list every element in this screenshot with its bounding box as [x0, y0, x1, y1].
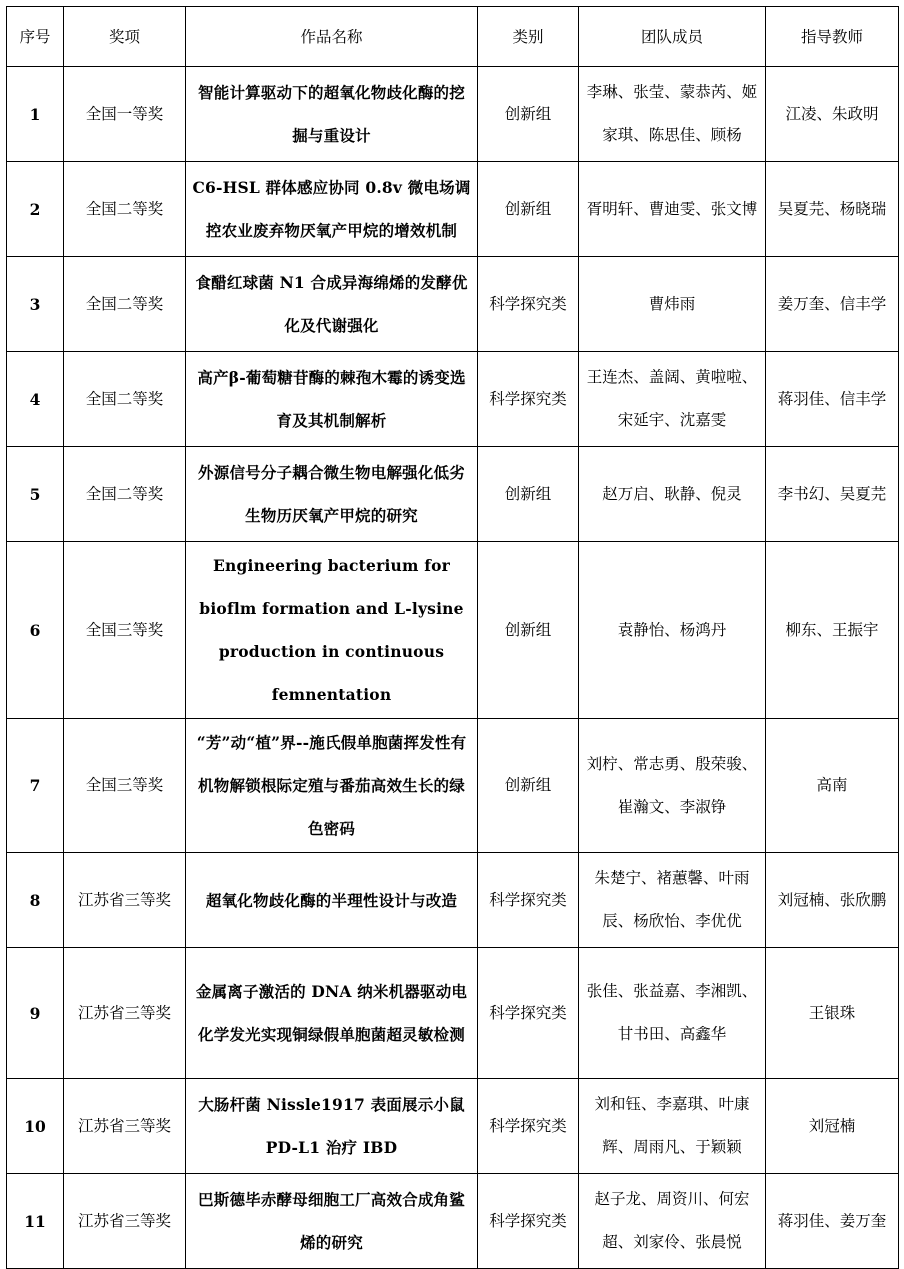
table-row: [7, 67, 899, 162]
row-title: 金属离子激活的 DNA 纳米机器驱动电化学发光实现铜绿假单胞菌超灵敏检测: [186, 948, 478, 1079]
row-award: 全国一等奖: [64, 67, 186, 162]
table-row: [7, 1079, 899, 1174]
row-num: 1: [7, 67, 64, 162]
row-category: 科学探究类: [478, 1174, 579, 1269]
row-award: 全国二等奖: [64, 352, 186, 447]
awards-table: [6, 6, 899, 1269]
row-num: 11: [7, 1174, 64, 1269]
table-row: [7, 542, 899, 719]
header-members: 团队成员: [579, 7, 766, 67]
row-num: 8: [7, 853, 64, 948]
row-members: 袁静怡、杨鸿丹: [579, 542, 766, 719]
header-title: 作品名称: [186, 7, 478, 67]
row-category: 科学探究类: [478, 1079, 579, 1174]
row-title: “芳”动“植”界--施氏假单胞菌挥发性有机物解锁根际定殖与番茄高效生长的绿色密码: [186, 719, 478, 853]
row-award: 江苏省三等奖: [64, 1174, 186, 1269]
row-members: 赵子龙、周资川、何宏超、刘家伶、张晨悦: [579, 1174, 766, 1269]
row-award: 全国二等奖: [64, 447, 186, 542]
row-title: 高产β-葡萄糖苷酶的棘孢木霉的诱变选育及其机制解析: [186, 352, 478, 447]
row-award: 江苏省三等奖: [64, 1079, 186, 1174]
row-category: 创新组: [478, 447, 579, 542]
row-advisor: 姜万奎、信丰学: [766, 257, 899, 352]
row-members: 李琳、张莹、蒙恭芮、姬家琪、陈思佳、顾杨: [579, 67, 766, 162]
row-title: 智能计算驱动下的超氧化物歧化酶的挖掘与重设计: [186, 67, 478, 162]
row-members: 王连杰、盖阔、黄啦啦、宋延宇、沈嘉雯: [579, 352, 766, 447]
header-category: 类别: [478, 7, 579, 67]
table-row: [7, 948, 899, 1079]
row-members: 刘和钰、李嘉琪、叶康辉、周雨凡、于颖颖: [579, 1079, 766, 1174]
row-advisor: 蒋羽佳、姜万奎: [766, 1174, 899, 1269]
row-members: 曹炜雨: [579, 257, 766, 352]
row-title: 巴斯德毕赤酵母细胞工厂高效合成角鲨烯的研究: [186, 1174, 478, 1269]
row-num: 2: [7, 162, 64, 257]
row-members: 张佳、张益嘉、李湘凯、甘书田、高鑫华: [579, 948, 766, 1079]
row-award: 全国三等奖: [64, 542, 186, 719]
row-advisor: 江凌、朱政明: [766, 67, 899, 162]
row-advisor: 蒋羽佳、信丰学: [766, 352, 899, 447]
row-title: 外源信号分子耦合微生物电解强化低劣生物历厌氧产甲烷的研究: [186, 447, 478, 542]
row-members: 赵万启、耿静、倪灵: [579, 447, 766, 542]
row-members: 刘柠、常志勇、殷荣骏、崔瀚文、李淑铮: [579, 719, 766, 853]
table-row: [7, 447, 899, 542]
row-num: 6: [7, 542, 64, 719]
row-members: 胥明轩、曹迪雯、张文博: [579, 162, 766, 257]
row-category: 科学探究类: [478, 352, 579, 447]
header-award: 奖项: [64, 7, 186, 67]
row-members: 朱楚宁、褚蕙馨、叶雨辰、杨欣怡、李优优: [579, 853, 766, 948]
row-award: 全国三等奖: [64, 719, 186, 853]
row-category: 创新组: [478, 719, 579, 853]
table-row: [7, 853, 899, 948]
row-title: Engineering bacterium for bioflm formation and L-lysine production in continuous femnentation: [186, 542, 478, 719]
row-num: 9: [7, 948, 64, 1079]
row-advisor: 刘冠楠: [766, 1079, 899, 1174]
row-num: 4: [7, 352, 64, 447]
row-category: 创新组: [478, 162, 579, 257]
header-row: [7, 7, 899, 67]
row-advisor: 高南: [766, 719, 899, 853]
row-title: 食醋红球菌 N1 合成异海绵烯的发酵优化及代谢强化: [186, 257, 478, 352]
table-row: [7, 352, 899, 447]
row-title: 超氧化物歧化酶的半理性设计与改造: [186, 853, 478, 948]
header-advisor: 指导教师: [766, 7, 899, 67]
row-category: 创新组: [478, 542, 579, 719]
row-advisor: 刘冠楠、张欣鹏: [766, 853, 899, 948]
row-num: 3: [7, 257, 64, 352]
row-award: 江苏省三等奖: [64, 853, 186, 948]
row-award: 全国二等奖: [64, 162, 186, 257]
table-row: [7, 1174, 899, 1269]
row-category: 科学探究类: [478, 853, 579, 948]
row-num: 10: [7, 1079, 64, 1174]
row-category: 科学探究类: [478, 257, 579, 352]
row-title: 大肠杆菌 Nissle1917 表面展示小鼠 PD-L1 治疗 IBD: [186, 1079, 478, 1174]
header-num: 序号: [7, 7, 64, 67]
table-row: [7, 719, 899, 853]
row-num: 5: [7, 447, 64, 542]
row-advisor: 吴夏芫、杨晓瑞: [766, 162, 899, 257]
row-advisor: 柳东、王振宇: [766, 542, 899, 719]
table-row: [7, 257, 899, 352]
row-category: 科学探究类: [478, 948, 579, 1079]
row-award: 江苏省三等奖: [64, 948, 186, 1079]
row-num: 7: [7, 719, 64, 853]
row-title: C6-HSL 群体感应协同 0.8v 微电场调控农业废弃物厌氧产甲烷的增效机制: [186, 162, 478, 257]
row-advisor: 王银珠: [766, 948, 899, 1079]
row-award: 全国二等奖: [64, 257, 186, 352]
table-row: [7, 162, 899, 257]
row-advisor: 李书幻、吴夏芫: [766, 447, 899, 542]
row-category: 创新组: [478, 67, 579, 162]
